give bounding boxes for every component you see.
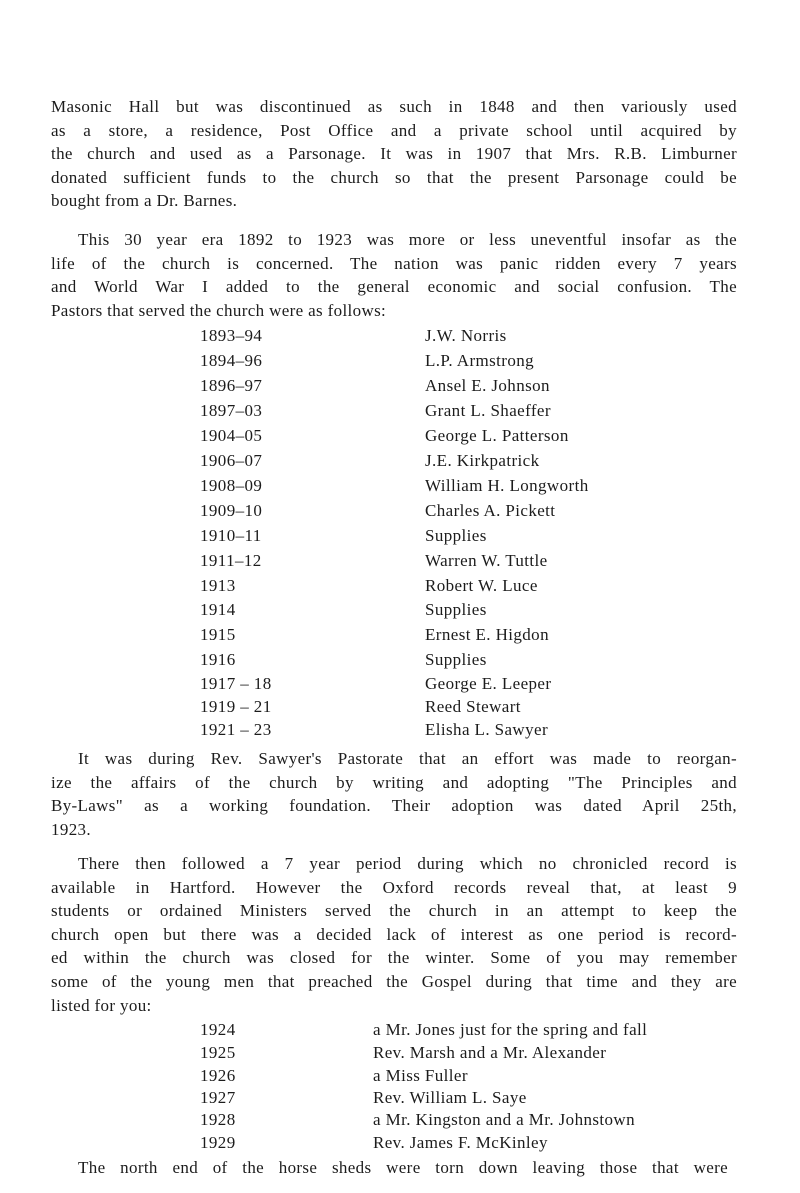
preacher-year: 1925 (200, 1043, 236, 1062)
pastor-name: William H. Longworth (425, 476, 589, 495)
pastor-years: 1913 (200, 576, 236, 595)
text-line: students or ordained Ministers served the church in an attempt to keep the (51, 901, 737, 921)
pastor-name: George L. Patterson (425, 426, 569, 445)
pastor-name: Ansel E. Johnson (425, 376, 550, 395)
preacher-year: 1924 (200, 1020, 236, 1039)
list-item (0, 426, 800, 450)
list-item (0, 674, 800, 698)
text-line: ize the affairs of the church by writing and adopting "The Principles and (51, 772, 737, 792)
list-item (0, 451, 800, 475)
pastor-years: 1921 – 23 (200, 720, 272, 739)
pastor-years: 1919 – 21 (200, 697, 272, 716)
text-line: bought from a Dr. Barnes. (51, 191, 238, 211)
pastor-years: 1897–03 (200, 401, 263, 420)
pastor-name: Ernest E. Higdon (425, 625, 549, 644)
list-item (0, 720, 800, 744)
pastor-years: 1914 (200, 600, 236, 619)
pastor-years: 1906–07 (200, 451, 263, 470)
text-line: There then followed a 7 year period during which no chronicled record is (78, 854, 737, 873)
pastor-years: 1911–12 (200, 551, 262, 570)
list-item (0, 1133, 800, 1157)
pastor-name: Supplies (425, 650, 487, 669)
text-line: life of the church is concerned. The nation was panic ridden every 7 years (51, 253, 737, 273)
preacher-name: Rev. William L. Saye (373, 1088, 527, 1107)
pastor-years: 1910–11 (200, 526, 262, 545)
text-line: and World War I added to the general economic and social confusion. The (51, 277, 737, 297)
list-item (0, 401, 800, 425)
text-line: This 30 year era 1892 to 1923 was more or less uneventful insofar as the (78, 230, 737, 249)
preacher-year: 1926 (200, 1066, 236, 1085)
text-line: The north end of the horse sheds were torn down leaving those that were (78, 1158, 728, 1177)
pastor-name: L.P. Armstrong (425, 351, 535, 370)
paragraph-parsonage-history (51, 95, 737, 213)
pastor-years: 1904–05 (200, 426, 263, 445)
list-item (0, 476, 800, 500)
paragraph-horse-sheds (78, 1156, 728, 1180)
pastor-name: Elisha L. Sawyer (425, 720, 549, 739)
pastor-name: Supplies (425, 600, 487, 619)
text-line: Pastors that served the church were as follows: (51, 300, 387, 320)
list-item (0, 501, 800, 525)
pastor-name: Warren W. Tuttle (425, 551, 548, 570)
list-item (0, 650, 800, 674)
text-line: donated sufficient funds to the church so that the present Parsonage could be (51, 167, 737, 187)
list-item (0, 551, 800, 575)
text-line: as a store, a residence, Post Office and a private school until acquired by (51, 120, 737, 140)
pastor-name: Grant L. Shaeffer (425, 401, 551, 420)
pastor-name: Reed Stewart (425, 697, 521, 716)
list-item (0, 376, 800, 400)
text-line: listed for you: (51, 995, 152, 1015)
text-line: 1923. (51, 819, 91, 839)
list-item (0, 1020, 800, 1044)
pastor-years: 1915 (200, 625, 236, 644)
list-item (0, 697, 800, 721)
text-line: available in Hartford. However the Oxford records reveal that, at least 9 (51, 877, 737, 897)
text-line: the church and used as a Parsonage. It was in 1907 that Mrs. R.B. Limburner (51, 144, 737, 164)
paragraph-seven-year-period (51, 852, 737, 1017)
list-item (0, 526, 800, 550)
text-line: some of the young men that preached the Gospel during that time and they are (51, 971, 737, 991)
text-line: church open but there was a decided lack of interest as one period is record- (51, 924, 737, 944)
list-item (0, 326, 800, 350)
text-line: It was during Rev. Sawyer's Pastorate that an effort was made to reorgan- (78, 749, 737, 768)
pastor-name: Charles A. Pickett (425, 501, 556, 520)
preacher-name: Rev. James F. McKinley (373, 1133, 548, 1152)
pastor-years: 1893–94 (200, 326, 263, 345)
text-line: By-Laws" as a working foundation. Their adoption was dated April 25th, (51, 796, 737, 816)
pastor-name: George E. Leeper (425, 674, 552, 693)
preacher-name: a Mr. Kingston and a Mr. Johnstown (373, 1110, 635, 1129)
pastor-years: 1908–09 (200, 476, 263, 495)
preacher-name: a Mr. Jones just for the spring and fall (373, 1020, 648, 1039)
text-line: ed within the church was closed for the winter. Some of you may remember (51, 948, 737, 968)
pastor-years: 1894–96 (200, 351, 263, 370)
pastor-years: 1917 – 18 (200, 674, 272, 693)
pastor-years: 1909–10 (200, 501, 263, 520)
list-item (0, 351, 800, 375)
list-item (0, 600, 800, 624)
pastor-years: 1916 (200, 650, 236, 669)
pastor-name: J.W. Norris (425, 326, 507, 345)
list-item (0, 576, 800, 600)
list-item (0, 1043, 800, 1067)
list-item (0, 1088, 800, 1112)
pastor-name: J.E. Kirkpatrick (425, 451, 540, 470)
list-item (0, 1110, 800, 1134)
text-line: Masonic Hall but was discontinued as such in 1848 and then variously used (51, 97, 737, 116)
paragraph-era-1892-1923 (51, 228, 737, 322)
preacher-year: 1927 (200, 1088, 236, 1107)
preacher-year: 1929 (200, 1133, 236, 1152)
list-item (0, 1066, 800, 1090)
pastor-years: 1896–97 (200, 376, 263, 395)
preacher-year: 1928 (200, 1110, 236, 1129)
pastor-name: Robert W. Luce (425, 576, 538, 595)
preacher-name: Rev. Marsh and a Mr. Alexander (373, 1043, 607, 1062)
pastor-name: Supplies (425, 526, 487, 545)
preacher-name: a Miss Fuller (373, 1066, 468, 1085)
paragraph-principles-bylaws (51, 747, 737, 841)
list-item (0, 625, 800, 649)
